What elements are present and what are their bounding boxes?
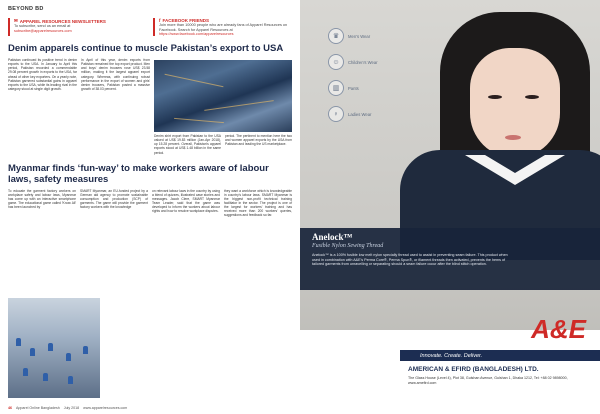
newsletter-link[interactable]: subscribe@apparelresources.com [14, 28, 72, 33]
article2-headline: Myanmar finds ‘fun-way’ to make workers aware of labour laws, safety measures [8, 162, 269, 185]
article1-col2: In April of this year, denim exports from Pakistan remained the top export product. Men and boys' denim trousers rose US$ 23.58 million, making it the largest apparel export category. Whereas, with continuing robust performance in the export of women and girls' denim trousers, Pakistan posted a massive growth of 38.03 percent. [81, 58, 150, 91]
ladies-wear-icon: ♀ [328, 106, 344, 122]
section-tag: BEYOND BD [8, 6, 44, 12]
website: www.apparelresources.com [83, 406, 128, 410]
icon-item-ladies [328, 106, 388, 122]
page-number: 46 [8, 406, 12, 410]
page-footer [8, 406, 292, 410]
facebook-title-text: FACEBOOK FRIENDS [162, 18, 210, 23]
childrens-wear-icon: ☺ [328, 54, 344, 70]
article1-col1: Pakistan continued its positive trend in denim exports to the USA. In January to April this period, Pakistan recorded a commendable 29.08 percent growth in exports to the USA, far ahead of other key exporters. On a yearly note, Pakistan garnered substantial gains in apparel exports to the USA, while its leading rival in the category stood at single digit growth. [8, 58, 77, 91]
publication: Apparel Online Bangladesh [16, 406, 60, 410]
facebook-box [153, 18, 292, 36]
article2-columns [8, 189, 292, 218]
newsletter-box [8, 18, 147, 36]
product-body: Anelock™ is a 100% fusible low melt nylon specially thread used to assist in preventing seam failure. This product when used in combination with A&E's Perma Core®, Perma Spun®, or filament threads then activated, prevents the hems of tailored garments from unravelling or separating should a seam failure occur after the blind stitch operation. [312, 253, 508, 267]
left-eye [488, 95, 502, 99]
article2-col2: SMART Myanmar, an EU-funded project by a German aid agency to promote sustainable consumption and production (SCP) of garments. The game will provide the garment factory workers with the knowledge [80, 188, 148, 210]
facebook-text: Join more than 10000 people who are already fans of Apparel Resources on Facebook. Search for Apparel Resources at [159, 23, 288, 32]
article1-right [154, 58, 292, 154]
facebook-icon: f [159, 18, 161, 23]
article1-columns [8, 58, 292, 154]
newsletter-text: To subscribe, send us an email at [14, 24, 71, 28]
company-logo: A&E [531, 314, 586, 344]
article2-col4: they want a workforce which is knowledgeable in country's labour laws. SMART Myanmar is the biggest non-profit technical training facilitator in the sector. The project is one of the largest for workers' training and has received more than 200 workers' queries, suggestions and feedback so far. [224, 188, 292, 218]
mens-wear-label: Men's Wear [348, 33, 371, 39]
jeans-photo [154, 60, 292, 132]
icon-item-children [328, 54, 388, 70]
mens-wear-icon: ♛ [328, 28, 344, 44]
icon-item-mens [328, 28, 388, 44]
facebook-link[interactable]: https://www.facebook.com/apparelresources [159, 32, 234, 37]
company-address: The Glass House (Level 4), Plot 38, Gulshan Avenue, Gulshan 1, Dhaka 1212, Tel: +88 02 9898000, www.amefird.com [408, 376, 568, 385]
ladies-wear-label: Ladies Wear [348, 111, 372, 117]
article1-col3: Denim shirt export from Pakistan to the USA valued at US$ 19.83 million (Jan-Apr 2018), up 15.28 percent. Overall, Pakistan's apparel exports stood at US$ 1.48 billion in the same period. [154, 134, 221, 155]
pants-icon: ▥ [328, 80, 344, 96]
info-row [8, 18, 292, 36]
model-face [470, 48, 560, 158]
article1-headline: Denim apparels continue to muscle Pakistan’s export to USA [8, 43, 284, 55]
childrens-wear-label: Children's Wear [348, 59, 378, 65]
article1-col4: period. The pertinent to mention here the two and women apparel exports by the USA from Pakistan and leading the US marketplace. [225, 134, 292, 147]
company-name: AMERICAN & EFIRD (BANGLADESH) LTD. [408, 366, 539, 373]
pants-label: Pants [348, 85, 359, 91]
article2-col1 [8, 189, 76, 218]
product-title: Anelock™ [312, 232, 353, 242]
category-icons [328, 28, 388, 132]
company-tagline: Innovate. Create. Deliver. [400, 350, 600, 361]
model-lips [505, 135, 521, 140]
article2-col3: on relevant labour laws in the country by using a blend of quizzes, illustrated case stories and messages. Jacob Clere, SMART Myanmar Team Leader, said that the game was developed to inform the workers about labour rights and how to resolve workplace disputes. [152, 188, 220, 214]
right-page-ad [300, 0, 600, 414]
mail-icon: ✉ [14, 18, 18, 23]
factory-photo [8, 298, 100, 398]
article2-col1-text: To educate the garment factory workers on workplace safety and labour laws, Myanmar has come up with an interactive smartphone game. The educational game called 'Know All' has been launched by [8, 188, 76, 210]
issue: July 2018 [63, 406, 80, 410]
product-subtitle: Fusible Nylon Sewing Thread [312, 243, 384, 249]
newsletter-title-text: APPAREL RESOURCES NEWSLETTERS [19, 18, 106, 24]
right-eye [525, 95, 539, 99]
icon-item-pants [328, 80, 388, 96]
